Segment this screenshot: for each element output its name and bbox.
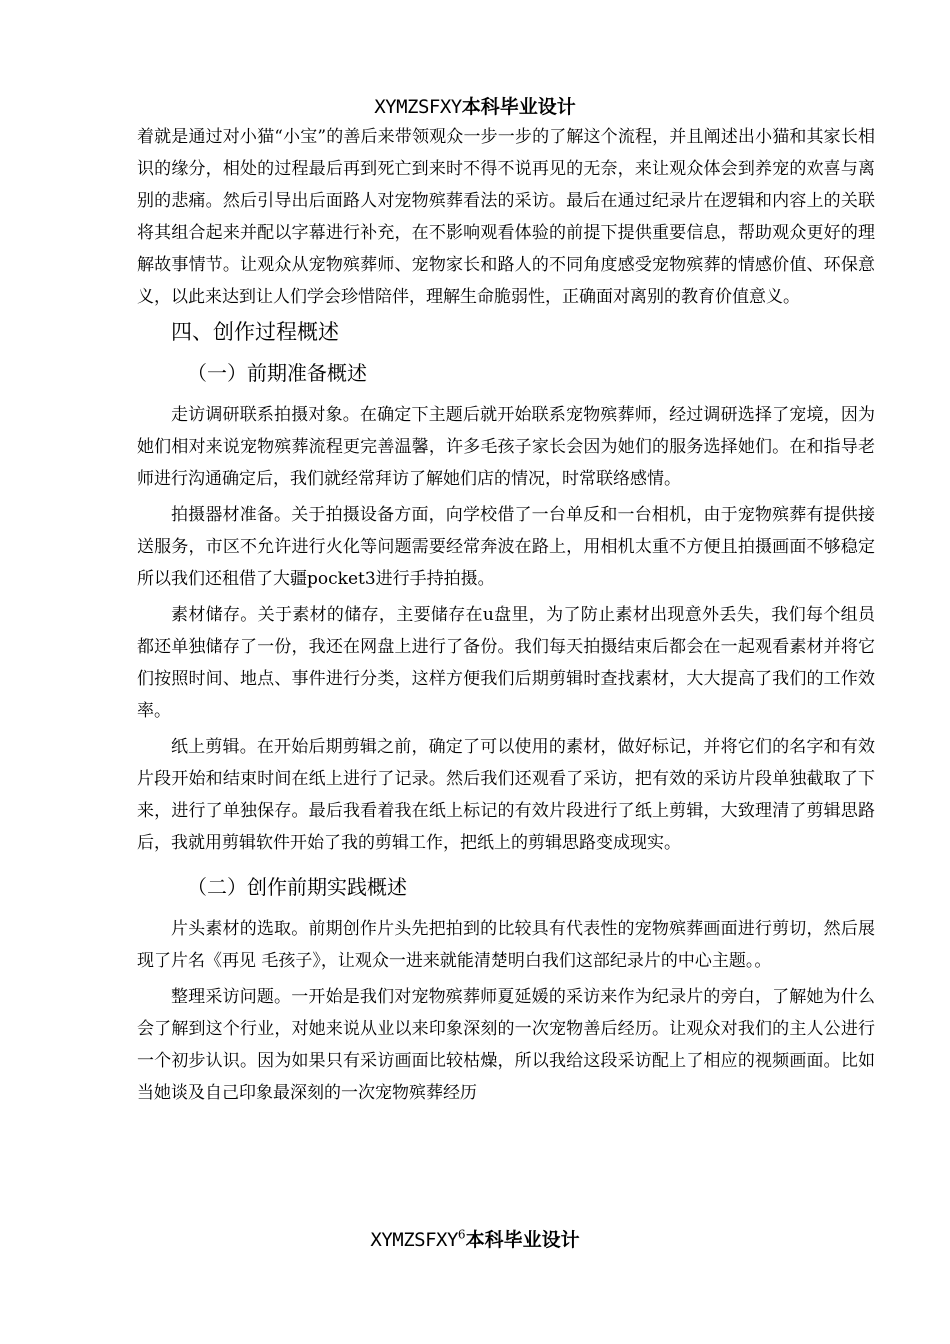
subsection-heading-2: （二）创作前期实践概述	[187, 875, 407, 899]
paragraph-storage: 素材储存。关于素材的储存，主要储存在u盘里，为了防止素材出现意外丢失，我们每个组员都还单独储存了一份，我还在网盘上进行了备份。我们每天拍摄结束后都会在一起观看素材并将它们按照时间、地点、事件进行分类，这样方便我们后期剪辑时查找素材，大大提高了我们的工作效率。	[137, 605, 875, 721]
subsection-heading-1: （一）前期准备概述	[187, 361, 367, 385]
section-heading: 四、创作过程概述	[171, 320, 339, 344]
document-body	[137, 121, 875, 1109]
page-header	[0, 94, 950, 120]
paragraph-interview-questions: 整理采访问题。一开始是我们对宠物殡葬师夏延媛的采访来作为纪录片的旁白，了解她为什么会了解到这个行业，对她来说从业以来印象深刻的一次宠物善后经历。让观众对我们的主人公进行一个初步认识。因为如果只有采访画面比较枯燥，所以我给这段采访配上了相应的视频画面。比如当她谈及自己印象最深刻的一次宠物殡葬经历	[137, 987, 875, 1103]
footer-title: 本科毕业设计	[465, 1229, 580, 1251]
intro-paragraph: 着就是通过对小猫“小宝”的善后来带领观众一步一步的了解这个流程，并且阐述出小猫和其家长相识的缘分，相处的过程最后再到死亡到来时不得不说再见的无奈，来让观众体会到养宠的欢喜与离别的悲痛。然后引导出后面路人对宠物殡葬看法的采访。最后在通过纪录片在逻辑和内容上的关联将其组合起来并配以字幕进行补充，在不影响观看体验的前提下提供重要信息，帮助观众更好的理解故事情节。让观众从宠物殡葬师、宠物家长和路人的不同角度感受宠物殡葬的情感价值、环保意义，以此来达到让人们学会珍惜陪伴，理解生命脆弱性，正确面对离别的教育价值意义。	[137, 127, 875, 307]
paragraph-site-research: 走访调研联系拍摄对象。在确定下主题后就开始联系宠物殡葬师，经过调研选择了宠境，因为她们相对来说宠物殡葬流程更完善温馨，许多毛孩子家长会因为她们的服务选择她们。在和指导老师进行沟通确定后，我们就经常拜访了解她们店的情况，时常联络感情。	[137, 405, 875, 489]
header-code: XYMZSFXY	[374, 96, 462, 118]
paragraph-opening-footage: 片头素材的选取。前期创作片头先把拍到的比较具有代表性的宠物殡葬画面进行剪切，然后展现了片名《再见 毛孩子》，让观众一进来就能清楚明白我们这部纪录片的中心主题。。	[137, 919, 875, 971]
page-number: 6	[457, 1227, 466, 1242]
header-title: 本科毕业设计	[461, 96, 576, 118]
page-footer	[0, 1227, 950, 1253]
footer-code: XYMZSFXY	[370, 1229, 458, 1251]
paragraph-equipment: 拍摄器材准备。关于拍摄设备方面，向学校借了一台单反和一台相机，由于宠物殡葬有提供接送服务，市区不允许进行火化等问题需要经常奔波在路上，用相机太重不方便且拍摄画面不够稳定所以我们还租借了大疆pocket3进行手持拍摄。	[137, 505, 875, 589]
paragraph-paper-edit: 纸上剪辑。在开始后期剪辑之前，确定了可以使用的素材，做好标记，并将它们的名字和有效片段开始和结束时间在纸上进行了记录。然后我们还观看了采访，把有效的采访片段单独截取了下来，进行了单独保存。最后我看着我在纸上标记的有效片段进行了纸上剪辑，大致理清了剪辑思路后，我就用剪辑软件开始了我的剪辑工作，把纸上的剪辑思路变成现实。	[137, 737, 875, 853]
